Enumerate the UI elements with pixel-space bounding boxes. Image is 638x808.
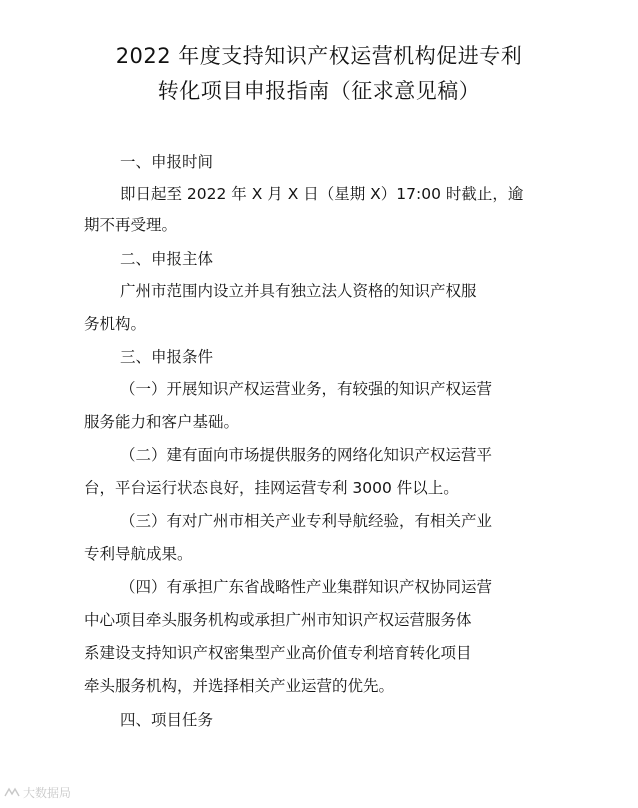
paragraph-line: 服务能力和客户基础。 — [84, 413, 240, 431]
paragraph-line: （三）有对广州市相关产业专利导航经验，有相关产业 — [120, 512, 493, 530]
section-heading-1: 一、申报时间 — [120, 153, 214, 171]
paragraph-line: 系建设支持知识产权密集型产业高价值专利培育转化项目 — [84, 644, 472, 662]
paragraph-line: 中心项目牵头服务机构或承担广州市知识产权运营服务体 — [84, 611, 472, 629]
paragraph-line: （二）建有面向市场提供服务的网络化知识产权运营平 — [120, 446, 493, 464]
paragraph-line: 广州市范围内设立并具有独立法人资格的知识产权服 — [120, 282, 477, 300]
paragraph-line: 务机构。 — [84, 315, 147, 333]
paragraph-line: （四）有承担广东省战略性产业集群知识产权协同运营 — [120, 578, 493, 596]
section-heading-2: 二、申报主体 — [120, 250, 214, 268]
paragraph-line: 专利导航成果。 — [84, 545, 193, 563]
document-title-line-2: 转化项目申报指南（征求意见稿） — [157, 79, 481, 103]
document-title-line-1: 2022 年度支持知识产权运营机构促进专利 — [115, 44, 523, 68]
paragraph-line: 台，平台运行状态良好，挂网运营专利 3000 件以上。 — [84, 479, 459, 497]
paragraph-line: （一）开展知识产权运营业务，有较强的知识产权运营 — [120, 380, 493, 398]
paragraph-line: 期不再受理。 — [84, 216, 178, 234]
watermark-text: 大数据局 — [23, 786, 72, 800]
section-heading-4: 四、项目任务 — [120, 711, 214, 729]
section-heading-3: 三、申报条件 — [120, 348, 214, 366]
paragraph-line: 牵头服务机构，并选择相关产业运营的优先。 — [84, 677, 395, 695]
logo-mark-icon — [4, 787, 20, 798]
paragraph-line: 即日起至 2022 年 X 月 X 日（星期 X）17:00 时截止，逾 — [120, 185, 524, 203]
watermark — [4, 784, 71, 801]
